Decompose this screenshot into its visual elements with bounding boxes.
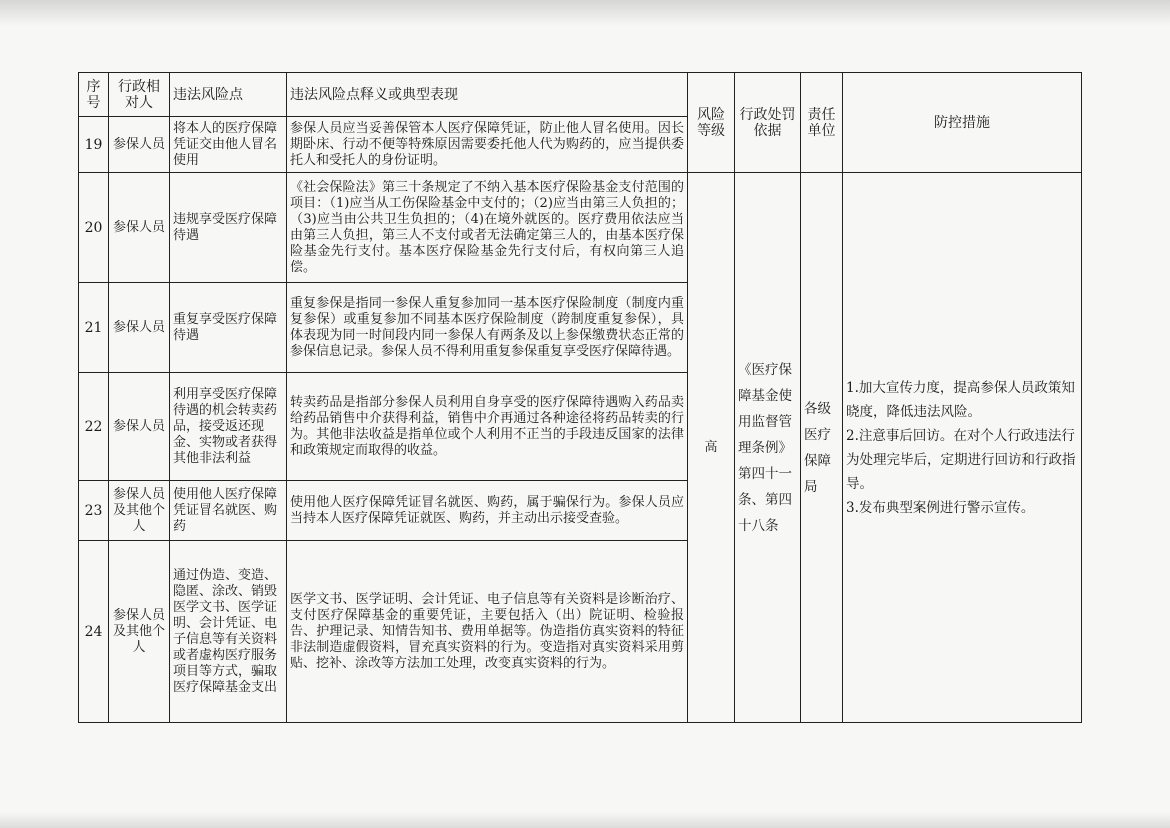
row-description: 重复参保是指同一参保人重复参加同一基本医疗保险制度（制度内重复参保）或重复参加不同基本医疗保险制度（跨制度重复参保），具体表现为同一时间段内同一参保人有两条及以上参保缴费状态正常的参保信息记录。参保人员不得利用重复参保重复享受医疗保障待遇。 bbox=[287, 283, 688, 373]
row-description: 转卖药品是指部分参保人员利用自身享受的医疗保障待遇购入药品卖给药品销售中介获得利益，销售中介再通过各种途径将药品转卖的行为。其他非法收益是指单位或个人利用不正当的手段违反国家的法律和政策规定而取得的收益。 bbox=[287, 373, 688, 481]
row-target: 参保人员 bbox=[109, 173, 170, 283]
row-risk-point: 违规享受医疗保障待遇 bbox=[170, 173, 287, 283]
table-row bbox=[79, 173, 1082, 283]
row-target: 参保人员 bbox=[109, 117, 170, 173]
row-risk-point: 使用他人医疗保障凭证冒名就医、购药 bbox=[170, 481, 287, 541]
row-risk-point: 通过伪造、变造、隐匿、涂改、销毁医学文书、医学证明、会计凭证、电子信息等有关资料或者虚构医疗服务项目等方式，骗取医疗保障基金支出 bbox=[170, 541, 287, 723]
row-no: 20 bbox=[79, 173, 109, 283]
header-risk-level: 风险等级 bbox=[688, 73, 735, 173]
row-target: 参保人员及其他个人 bbox=[109, 541, 170, 723]
measure-item: 1.加大宣传力度，提高参保人员政策知晓度，降低违法风险。 bbox=[846, 379, 1075, 420]
row-target: 参保人员 bbox=[109, 373, 170, 481]
risk-table bbox=[78, 72, 1082, 723]
header-risk-point: 违法风险点 bbox=[170, 73, 287, 117]
row-target: 参保人员 bbox=[109, 283, 170, 373]
header-description: 违法风险点释义或典型表现 bbox=[287, 73, 688, 117]
row-description: 医学文书、医学证明、会计凭证、电子信息等有关资料是诊断治疗、支付医疗保障基金的重要凭证，主要包括入（出）院证明、检验报告、护理记录、知情告知书、费用单据等。伪造指仿真实资料的特征非法制造虚假资料，冒充真实资料的行为。变造指对真实资料采用剪贴、挖补、涂改等方法加工处理，改变真实资料的行为。 bbox=[287, 541, 688, 723]
row-description: 参保人员应当妥善保管本人医疗保障凭证，防止他人冒名使用。因长期卧床、行动不便等特殊原因需要委托他人代为购药的，应当提供委托人和受托人的身份证明。 bbox=[287, 117, 688, 173]
row-target: 参保人员及其他个人 bbox=[109, 481, 170, 541]
row-risk-point: 利用享受医疗保障待遇的机会转卖药品，接受返还现金、实物或者获得其他非法利益 bbox=[170, 373, 287, 481]
row-no: 22 bbox=[79, 373, 109, 481]
header-row bbox=[79, 73, 1082, 117]
row-no: 24 bbox=[79, 541, 109, 723]
shared-risk-level: 高 bbox=[688, 173, 735, 723]
measure-item: 3.发布典型案例进行警示宣传。 bbox=[846, 499, 1035, 516]
row-no: 23 bbox=[79, 481, 109, 541]
shared-unit: 各级医疗保障局 bbox=[801, 173, 843, 723]
measures-cell bbox=[843, 173, 1082, 723]
row-description: 《社会保险法》第三十条规定了不纳入基本医疗保险基金支付范围的项目：（1)应当从工伤保险基金中支付的；（2)应当由第三人负担的；（3)应当由公共卫生负担的；（4)在境外就医的。医疗费用依法应当由第三人负担，第三人不支付或者无法确定第三人的，由基本医疗保险基金先行支付。基本医疗保险基金先行支付后，有权向第三人追偿。 bbox=[287, 173, 688, 283]
shared-basis: 《医疗保障基金使用监督管理条例》第四十一条、第四十八条 bbox=[735, 173, 801, 723]
measure-item: 2.注意事后回访。在对个人行政违法行为处理完毕后，定期进行回访和行政指导。 bbox=[846, 427, 1076, 492]
scan-bottom-edge bbox=[0, 812, 1170, 828]
row-risk-point: 重复享受医疗保障待遇 bbox=[170, 283, 287, 373]
header-no: 序号 bbox=[79, 73, 109, 117]
row-no: 19 bbox=[79, 117, 109, 173]
row-no: 21 bbox=[79, 283, 109, 373]
header-unit: 责任单位 bbox=[801, 73, 843, 173]
header-basis: 行政处罚依据 bbox=[735, 73, 801, 173]
scan-top-edge bbox=[0, 0, 1170, 26]
header-target: 行政相对人 bbox=[109, 73, 170, 117]
header-measures: 防控措施 bbox=[843, 73, 1082, 173]
row-risk-point: 将本人的医疗保障凭证交由他人冒名使用 bbox=[170, 117, 287, 173]
row-description: 使用他人医疗保障凭证冒名就医、购药，属于骗保行为。参保人员应当持本人医疗保障凭证就医、购药，并主动出示接受查验。 bbox=[287, 481, 688, 541]
